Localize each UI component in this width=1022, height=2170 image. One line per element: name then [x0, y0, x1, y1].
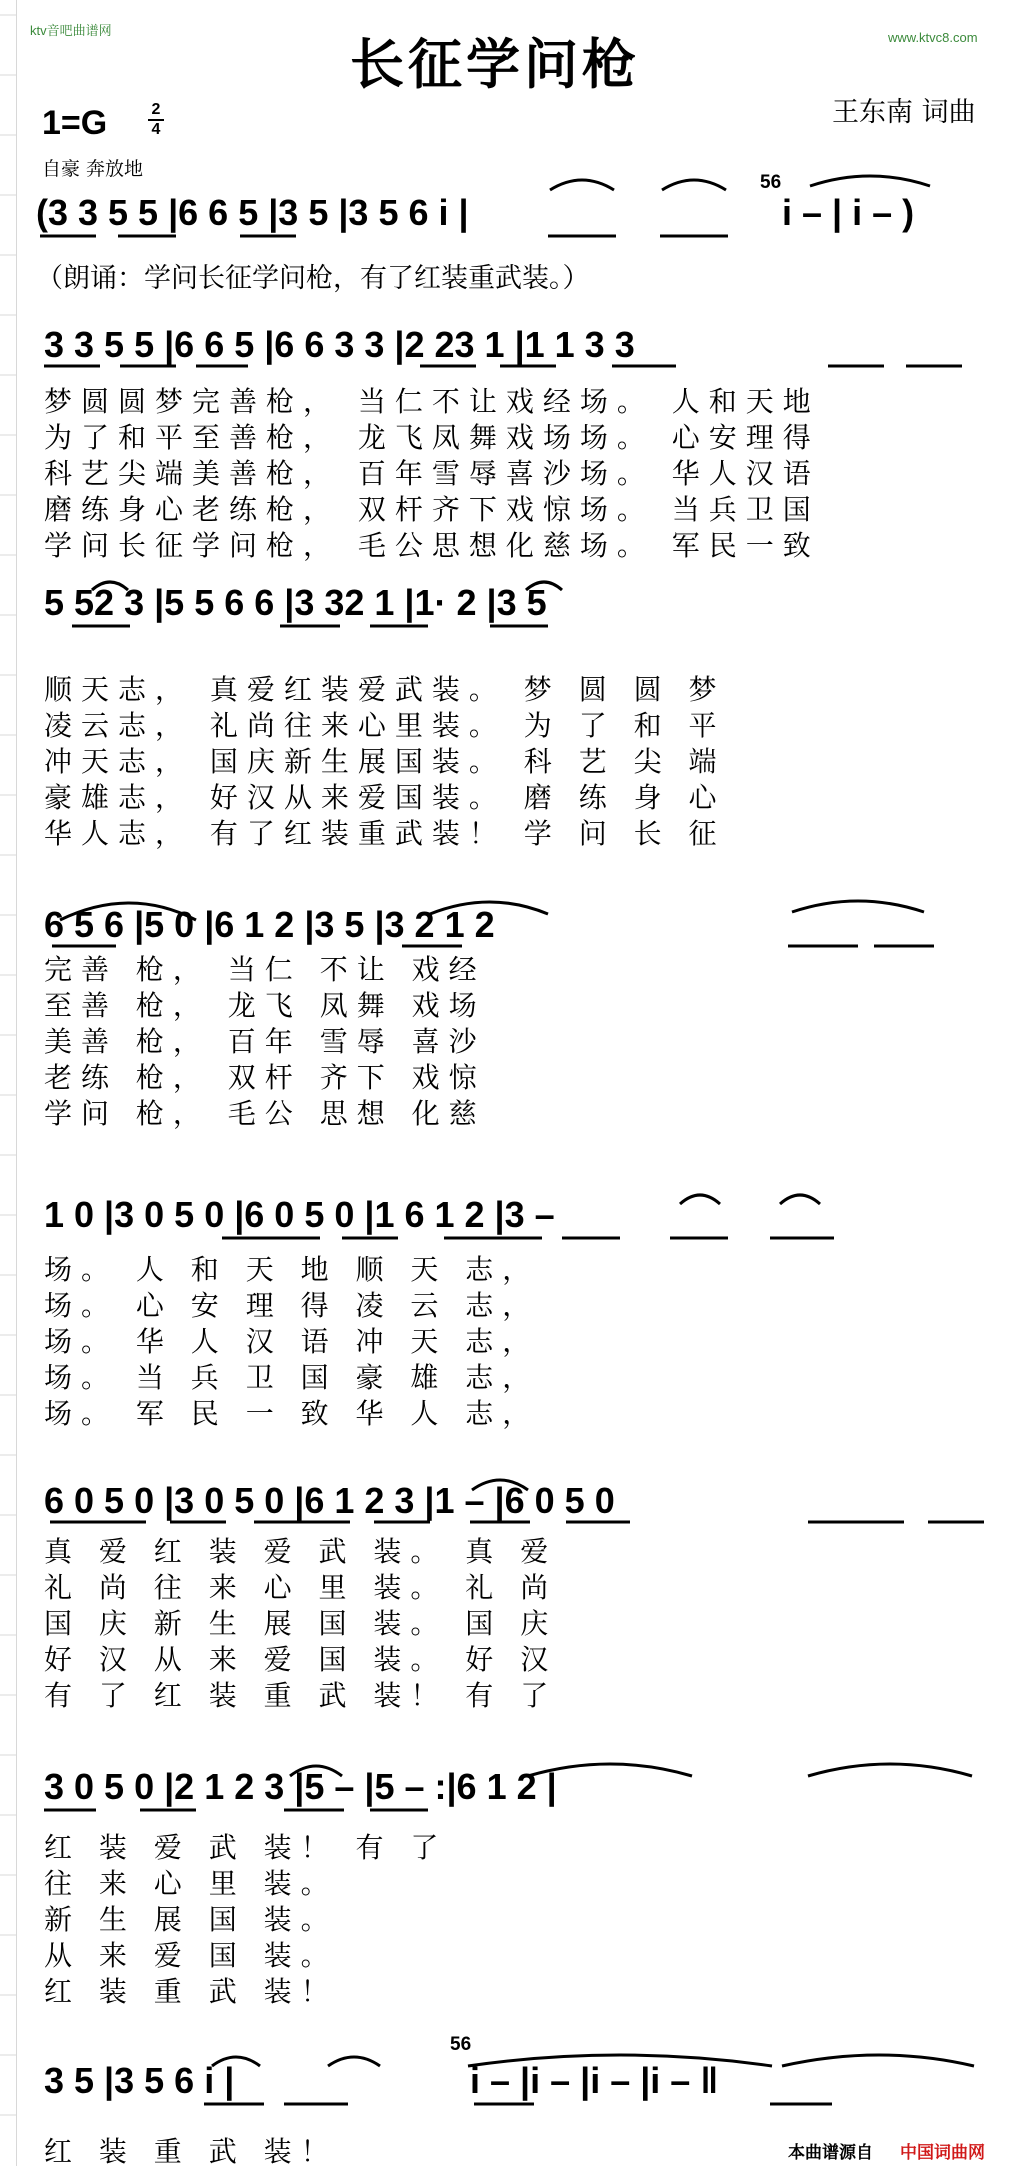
system-3-lyric-5: 华人志， 有了红装重武装！ 学 问 长 征	[44, 817, 726, 850]
footer-source-label: 本曲谱源自	[788, 2143, 873, 2163]
system-6-lyric-1: 真 爱 红 装 爱 武 装。 真 爱	[44, 1535, 558, 1568]
intro-grace-notes: 56	[760, 172, 782, 193]
system-8-lyric-1: 红 装 重 武 装！	[44, 2135, 338, 2168]
author-credit: 王东南 词曲	[832, 97, 976, 128]
slur-mark	[550, 176, 930, 190]
system-4-lyric-4: 老练 枪， 双杆 齐下 戏惊	[44, 1061, 486, 1094]
system-6-lyric-5: 有 了 红 装 重 武 装！ 有 了	[44, 1679, 558, 1712]
system-7-lyric-3: 新 生 展 国 装。	[44, 1903, 338, 1936]
system-5-lyric-4: 场。 当 兵 卫 国 豪 雄 志，	[44, 1361, 540, 1394]
system-6-lyric-3: 国 庆 新 生 展 国 装。 国 庆	[44, 1607, 558, 1640]
system-6-lyric-2: 礼 尚 往 来 心 里 装。 礼 尚	[44, 1571, 558, 1604]
system-4-lyric-1: 完善 枪， 当仁 不让 戏经	[44, 953, 486, 986]
system-7-notes: 3 0 5 0 |2 1 2 3 |5 – |5 – :|6 1 2 |	[44, 1766, 557, 1807]
system-2-lyric-3: 科艺尖端美善枪， 百年雪辱喜沙场。 华人汉语	[44, 457, 820, 490]
system-7-lyric-4: 从 来 爱 国 装。	[44, 1939, 338, 1972]
recitation-line: （朗诵：学问长征学问枪，有了红装重武装。）	[36, 263, 590, 294]
system-5-lyric-2: 场。 心 安 理 得 凌 云 志，	[44, 1289, 540, 1322]
slur-mark	[92, 582, 562, 590]
system-2-lyric-5: 学问长征学问枪， 毛公思想化慈场。 军民一致	[44, 529, 820, 562]
system-3-lyric-1: 顺天志， 真爱红装爱武装。 梦 圆 圆 梦	[44, 673, 726, 706]
intro-notes-tail: i – | i – )	[782, 192, 915, 233]
system-4-lyric-2: 至善 枪， 龙飞 凤舞 戏场	[44, 989, 486, 1022]
footer-source-site: 中国词曲网	[900, 2143, 985, 2163]
meter-top: 2	[151, 101, 161, 118]
slur-mark	[472, 1480, 528, 1490]
system-7-lyric-1: 红 装 爱 武 装！ 有 了	[44, 1831, 448, 1864]
system-3-lyric-2: 凌云志， 礼尚往来心里装。 为 了 和 平	[44, 709, 726, 742]
watermark-left: ktv音吧曲谱网	[30, 23, 112, 38]
system-5-lyric-3: 场。 华 人 汉 语 冲 天 志，	[44, 1325, 540, 1358]
slur-mark	[212, 2055, 974, 2066]
system-8-notes: 3 5 |3 5 6 i |	[44, 2060, 235, 2101]
system-4-lyric-5: 学问 枪， 毛公 思想 化慈	[44, 1097, 486, 1130]
song-title: 长征学问枪	[350, 33, 640, 96]
intro-notes: (3 3 5 5 |6 6 5 |3 5 |3 5 6 i |	[36, 192, 469, 233]
system-2-lyric-4: 磨练身心老练枪， 双杆齐下戏惊场。 当兵卫国	[44, 493, 820, 526]
slur-mark	[680, 1195, 820, 1204]
tempo-mood: 自豪 奔放地	[42, 158, 144, 180]
watermark-right: www.ktvc8.com	[888, 30, 978, 45]
system-5-notes: 1 0 |3 0 5 0 |6 0 5 0 |1 6 1 2 |3 –	[44, 1194, 555, 1235]
system-3-lyric-4: 豪雄志， 好汉从来爱国装。 磨 练 身 心	[44, 781, 726, 814]
system-2-notes: 3 3 5 5 |6 6 5 |6 6 3 3 |2 23 1 |1 1 3 3	[44, 324, 635, 365]
system-2-lyric-2: 为了和平至善枪， 龙飞凤舞戏场场。 心安理得	[44, 421, 820, 454]
system-5-lyric-5: 场。 军 民 一 致 华 人 志，	[44, 1397, 540, 1430]
system-5-lyric-1: 场。 人 和 天 地 顺 天 志，	[44, 1253, 540, 1286]
system-6-lyric-4: 好 汉 从 来 爱 国 装。 好 汉	[44, 1643, 558, 1676]
meter-bottom: 4	[151, 121, 161, 138]
system-8-notes-tail: i – |i – |i – |i – ‖	[470, 2060, 719, 2101]
system-2-lyric-1: 梦圆圆梦完善枪， 当仁不让戏经场。 人和天地	[44, 385, 820, 418]
system-3-lyric-3: 冲天志， 国庆新生展国装。 科 艺 尖 端	[44, 745, 726, 778]
slur-mark	[290, 1764, 972, 1776]
key-signature: 1=G	[42, 104, 108, 142]
system-6-notes: 6 0 5 0 |3 0 5 0 |6 1 2 3 |1 – |6 0 5 0	[44, 1480, 615, 1521]
system-7-lyric-2: 往 来 心 里 装。	[44, 1867, 338, 1900]
slur-mark	[60, 901, 924, 920]
ending-grace-notes: 56	[450, 2034, 472, 2055]
system-7-lyric-5: 红 装 重 武 装！	[44, 1975, 338, 2008]
system-4-notes: 6 5 6 |5 0 |6 1 2 |3 5 |3 2 1 2	[44, 904, 495, 945]
system-3-notes: 5 52 3 |5 5 6 6 |3 32 1 |1· 2 |3 5	[44, 582, 547, 623]
system-4-lyric-3: 美善 枪， 百年 雪辱 喜沙	[44, 1025, 486, 1058]
